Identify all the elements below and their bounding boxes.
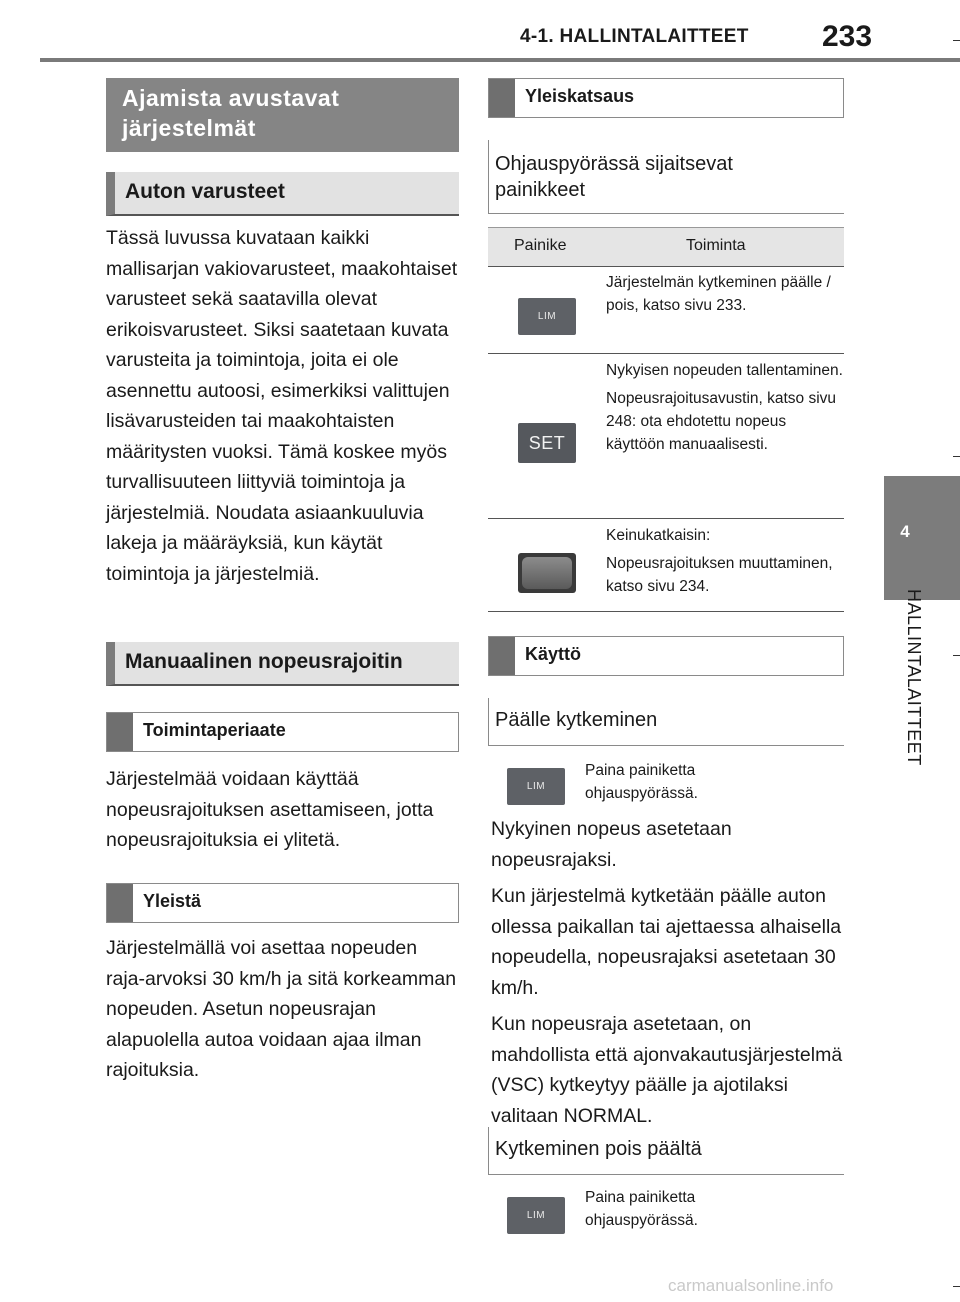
row-text: Nykyisen nopeuden tallentaminen. — [606, 362, 843, 379]
box-heading-bar — [489, 637, 515, 675]
box-heading-bar — [107, 884, 133, 922]
row-text: Järjestelmän kytkeminen päälle / pois, katso sivu 233. — [606, 274, 831, 314]
general-text: Järjestelmällä voi asettaa nopeuden raja-arvoksi 30 km/h ja sitä korkeamman nopeuden. Asetun nopeusrajan alapuolella autoa voidaan ajaa ilman rajoituksia. — [106, 937, 457, 1081]
heading-car-equipment: Auton varusteet — [106, 172, 459, 216]
switch-on-paragraphs — [491, 814, 843, 1137]
box-heading-overview — [488, 78, 844, 118]
subheading-switch-off — [488, 1127, 844, 1175]
row-description — [606, 271, 844, 322]
table-header — [488, 227, 844, 267]
chapter-label: HALLINTALAITTEET — [904, 589, 924, 766]
margin-tick — [953, 1286, 960, 1287]
press-off-instruction: Paina painiketta ohjauspyörässä. — [585, 1189, 698, 1229]
press-on-instruction: Paina painiketta ohjauspyörässä. — [585, 762, 698, 802]
buttons-table — [488, 227, 844, 612]
lim-button-icon: LIM — [507, 1197, 565, 1234]
col-header-function: Toiminta — [686, 237, 746, 254]
box-heading-label: Yleiskatsaus — [525, 86, 635, 106]
table-row — [488, 267, 844, 354]
set-button-icon: SET — [518, 423, 576, 463]
lim-button-icon: LIM — [518, 298, 576, 335]
chapter-number: 4 — [900, 522, 910, 541]
heading-speed-limiter: Manuaalinen nopeusrajoitin — [106, 642, 459, 686]
box-heading-bar — [107, 713, 133, 751]
box-heading-bar — [489, 79, 515, 117]
box-heading-operation — [488, 636, 844, 676]
box-heading-label: Yleistä — [143, 891, 202, 911]
lim-button-icon: LIM — [507, 768, 565, 805]
header-rule — [40, 58, 960, 62]
subheading-switch-on-text: Päälle kytkeminen — [495, 709, 658, 731]
rocker-switch-face — [522, 557, 572, 589]
margin-tick — [953, 40, 960, 41]
row-text: Keinukatkaisin: — [606, 527, 711, 544]
principle-text: Järjestelmää voidaan käyttää nopeusrajoituksen asettamiseen, jotta nopeusrajoituksia ei ylitetä. — [106, 768, 434, 851]
intro-text: Tässä luvussa kuvataan kaikki mallisarjan vakiovarusteet, maakohtaiset varusteet sekä saatavilla olevat erikoisvarusteet. Siksi saatetaan kuvata varusteita ja toimintoja, joita ei ole asennettu autoosi, esimerkiksi valittujen lisävarusteiden tai maakohtaisten määritysten vuoksi. Tämä koskee myös turvallisuuteen liittyviä toimintoja ja järjestelmiä. Noudata asiaankuuluvia lakeja ja määräyksiä, kun käytät toimintoja ja järjestelmiä. — [106, 227, 458, 585]
box-heading-general — [106, 883, 459, 923]
col-header-button: Painike — [514, 237, 567, 254]
margin-tick — [953, 655, 960, 656]
subheading-buttons — [488, 140, 844, 214]
box-heading-label: Toimintaperiaate — [143, 720, 286, 740]
page-number: 233 — [822, 20, 873, 53]
row-description — [606, 524, 844, 603]
box-heading-principle — [106, 712, 459, 752]
footer-watermark: carmanualsonline.info — [668, 1276, 834, 1295]
section-title: 4-1. HALLINTALAITTEET — [520, 26, 749, 47]
margin-tick — [953, 456, 960, 457]
row-text: Nopeusrajoituksen muuttaminen, katso sivu 234. — [606, 555, 833, 595]
intro-paragraph — [106, 223, 460, 595]
table-row — [488, 519, 844, 612]
box-heading-label: Käyttö — [525, 644, 582, 664]
row-description — [606, 359, 844, 461]
main-heading: Ajamista avustavat järjestelmät — [106, 78, 459, 152]
switch-on-text: Kun nopeusraja asetetaan, on mahdollista että ajonvakautusjärjestelmä (VSC) kytkeytyy päälle ja ajotilaksi valitaan NORMAL. — [491, 1013, 843, 1127]
subheading-switch-on — [488, 698, 844, 746]
table-row — [488, 354, 844, 519]
switch-on-text: Kun järjestelmä kytketään päälle auton ollessa paikallan tai ajettaessa alhaisella nopeudella, nopeusrajaksi asetetaan 30 km/h. — [491, 885, 842, 999]
rocker-switch-icon — [518, 553, 576, 593]
general-paragraph — [106, 933, 460, 1092]
row-text: Nopeusrajoitusavustin, katso sivu 248: ota ehdotettu nopeus käyttöön manuaalisesti. — [606, 390, 837, 453]
subheading-buttons-text: Ohjauspyörässä sijaitsevat painikkeet — [495, 153, 733, 201]
principle-paragraph — [106, 764, 460, 862]
subheading-switch-off-text: Kytkeminen pois päältä — [495, 1138, 702, 1160]
switch-on-text: Nykyinen nopeus asetetaan nopeusrajaksi. — [491, 818, 732, 871]
